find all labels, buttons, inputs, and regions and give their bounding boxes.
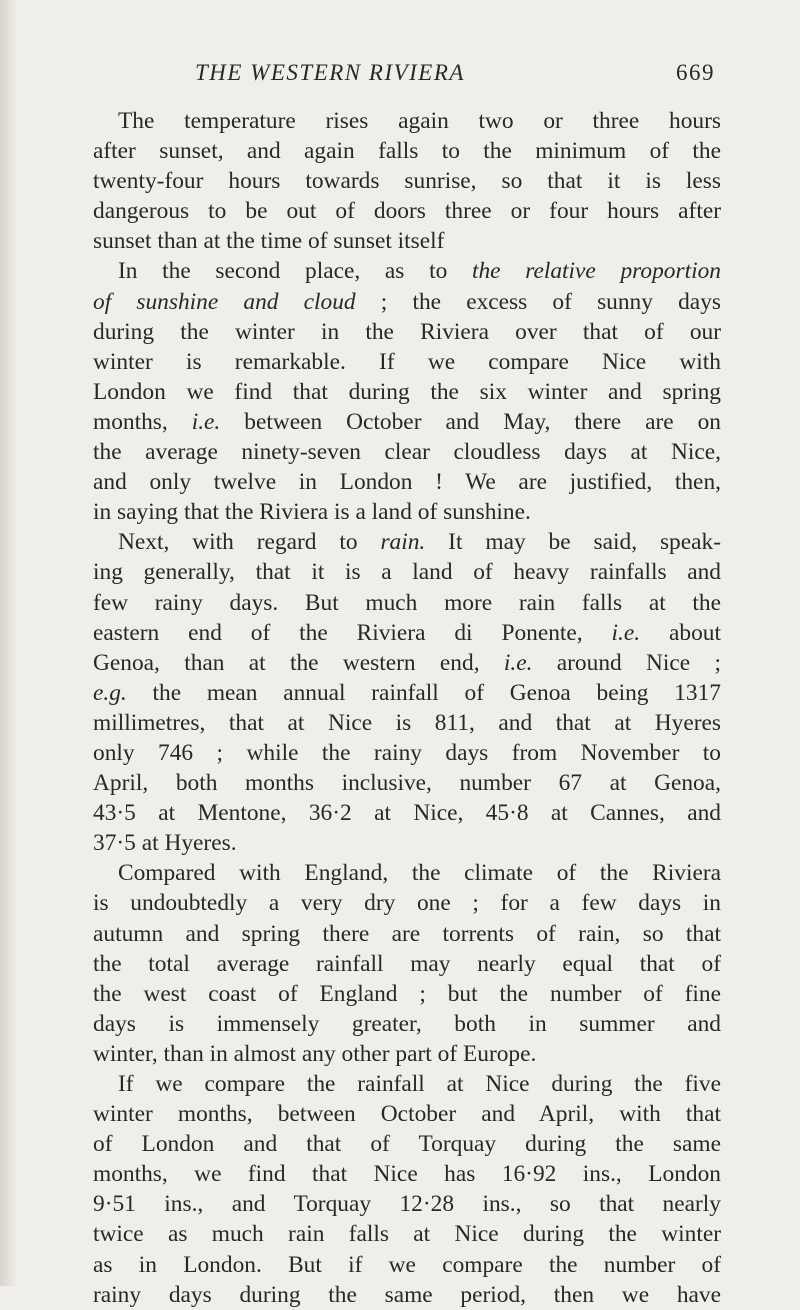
text-line: winter, than in almost any other part of Europe.: [93, 1040, 537, 1067]
running-head: THE WESTERN RIVIERA: [195, 60, 465, 85]
body-text: [93, 106, 721, 1310]
text-line: ing generally, that it is a land of heavy rainfalls and: [93, 559, 721, 586]
page-header: [195, 60, 715, 96]
text-line: twenty-four hours towards sunrise, so that it is less: [93, 168, 721, 195]
text-line: eastern end of the Riviera di Ponente, i.e. about: [93, 619, 721, 646]
text-line: rainy days during the same period, then we have: [93, 1281, 721, 1308]
text-line: If we compare the rainfall at Nice during the five: [118, 1071, 721, 1097]
page-gutter-shadow: [0, 0, 18, 1286]
text-line: 37·5 at Hyeres.: [93, 830, 237, 857]
text-line: days is immensely greater, both in summer and: [93, 1010, 721, 1037]
text-line: during the winter in the Riviera over that of our: [93, 318, 721, 345]
text-line: is undoubtedly a very dry one ; for a few days in: [93, 890, 721, 917]
text-line: and only twelve in London ! We are justified, then,: [93, 469, 721, 496]
text-line: e.g. the mean annual rainfall of Genoa being 1317: [93, 679, 721, 706]
text-line: the average ninety-seven clear cloudless days at Nice,: [93, 439, 721, 466]
text-line: the total average rainfall may nearly equal that of: [93, 950, 721, 977]
text-line: 43·5 at Mentone, 36·2 at Nice, 45·8 at Cannes, and: [93, 800, 721, 827]
text-line: as in London. But if we compare the number of: [93, 1251, 721, 1278]
text-line: after sunset, and again falls to the minimum of the: [93, 138, 721, 165]
text-line: of London and that of Torquay during the same: [93, 1131, 721, 1158]
text-line: months, i.e. between October and May, there are on: [93, 408, 721, 435]
text-line: autumn and spring there are torrents of rain, so that: [93, 920, 721, 947]
text-line: Compared with England, the climate of the Riviera: [118, 860, 721, 887]
text-line: millimetres, that at Nice is 811, and that at Hyeres: [93, 709, 721, 736]
text-line: dangerous to be out of doors three or four hours after: [93, 198, 721, 225]
text-line: London we find that during the six winter and spring: [93, 378, 721, 405]
text-line: The temperature rises again two or three hours: [118, 108, 721, 134]
text-line: few rainy days. But much more rain falls at the: [93, 589, 721, 616]
text-line: winter is remarkable. If we compare Nice with: [93, 348, 721, 375]
text-line: of sunshine and cloud ; the excess of sunny days: [93, 288, 721, 315]
text-line: winter months, between October and April, with that: [93, 1101, 721, 1128]
text-line: in saying that the Riviera is a land of sunshine.: [93, 499, 531, 526]
text-line: only 746 ; while the rainy days from November to: [93, 739, 721, 766]
page-number: 669: [676, 60, 715, 85]
text-line: In the second place, as to the relative proportion: [118, 258, 721, 285]
text-line: sunset than at the time of sunset itself: [93, 228, 445, 255]
text-line: 9·51 ins., and Torquay 12·28 ins., so that nearly: [93, 1191, 721, 1218]
text-line: April, both months inclusive, number 67 at Genoa,: [93, 770, 721, 797]
text-line: months, we find that Nice has 16·92 ins., London: [93, 1161, 721, 1188]
text-line: twice as much rain falls at Nice during the winter: [93, 1221, 721, 1248]
text-line: Genoa, than at the western end, i.e. around Nice ;: [93, 649, 721, 676]
text-line: the west coast of England ; but the number of fine: [93, 980, 721, 1007]
text-line: Next, with regard to rain. It may be said, speak-: [118, 529, 721, 556]
